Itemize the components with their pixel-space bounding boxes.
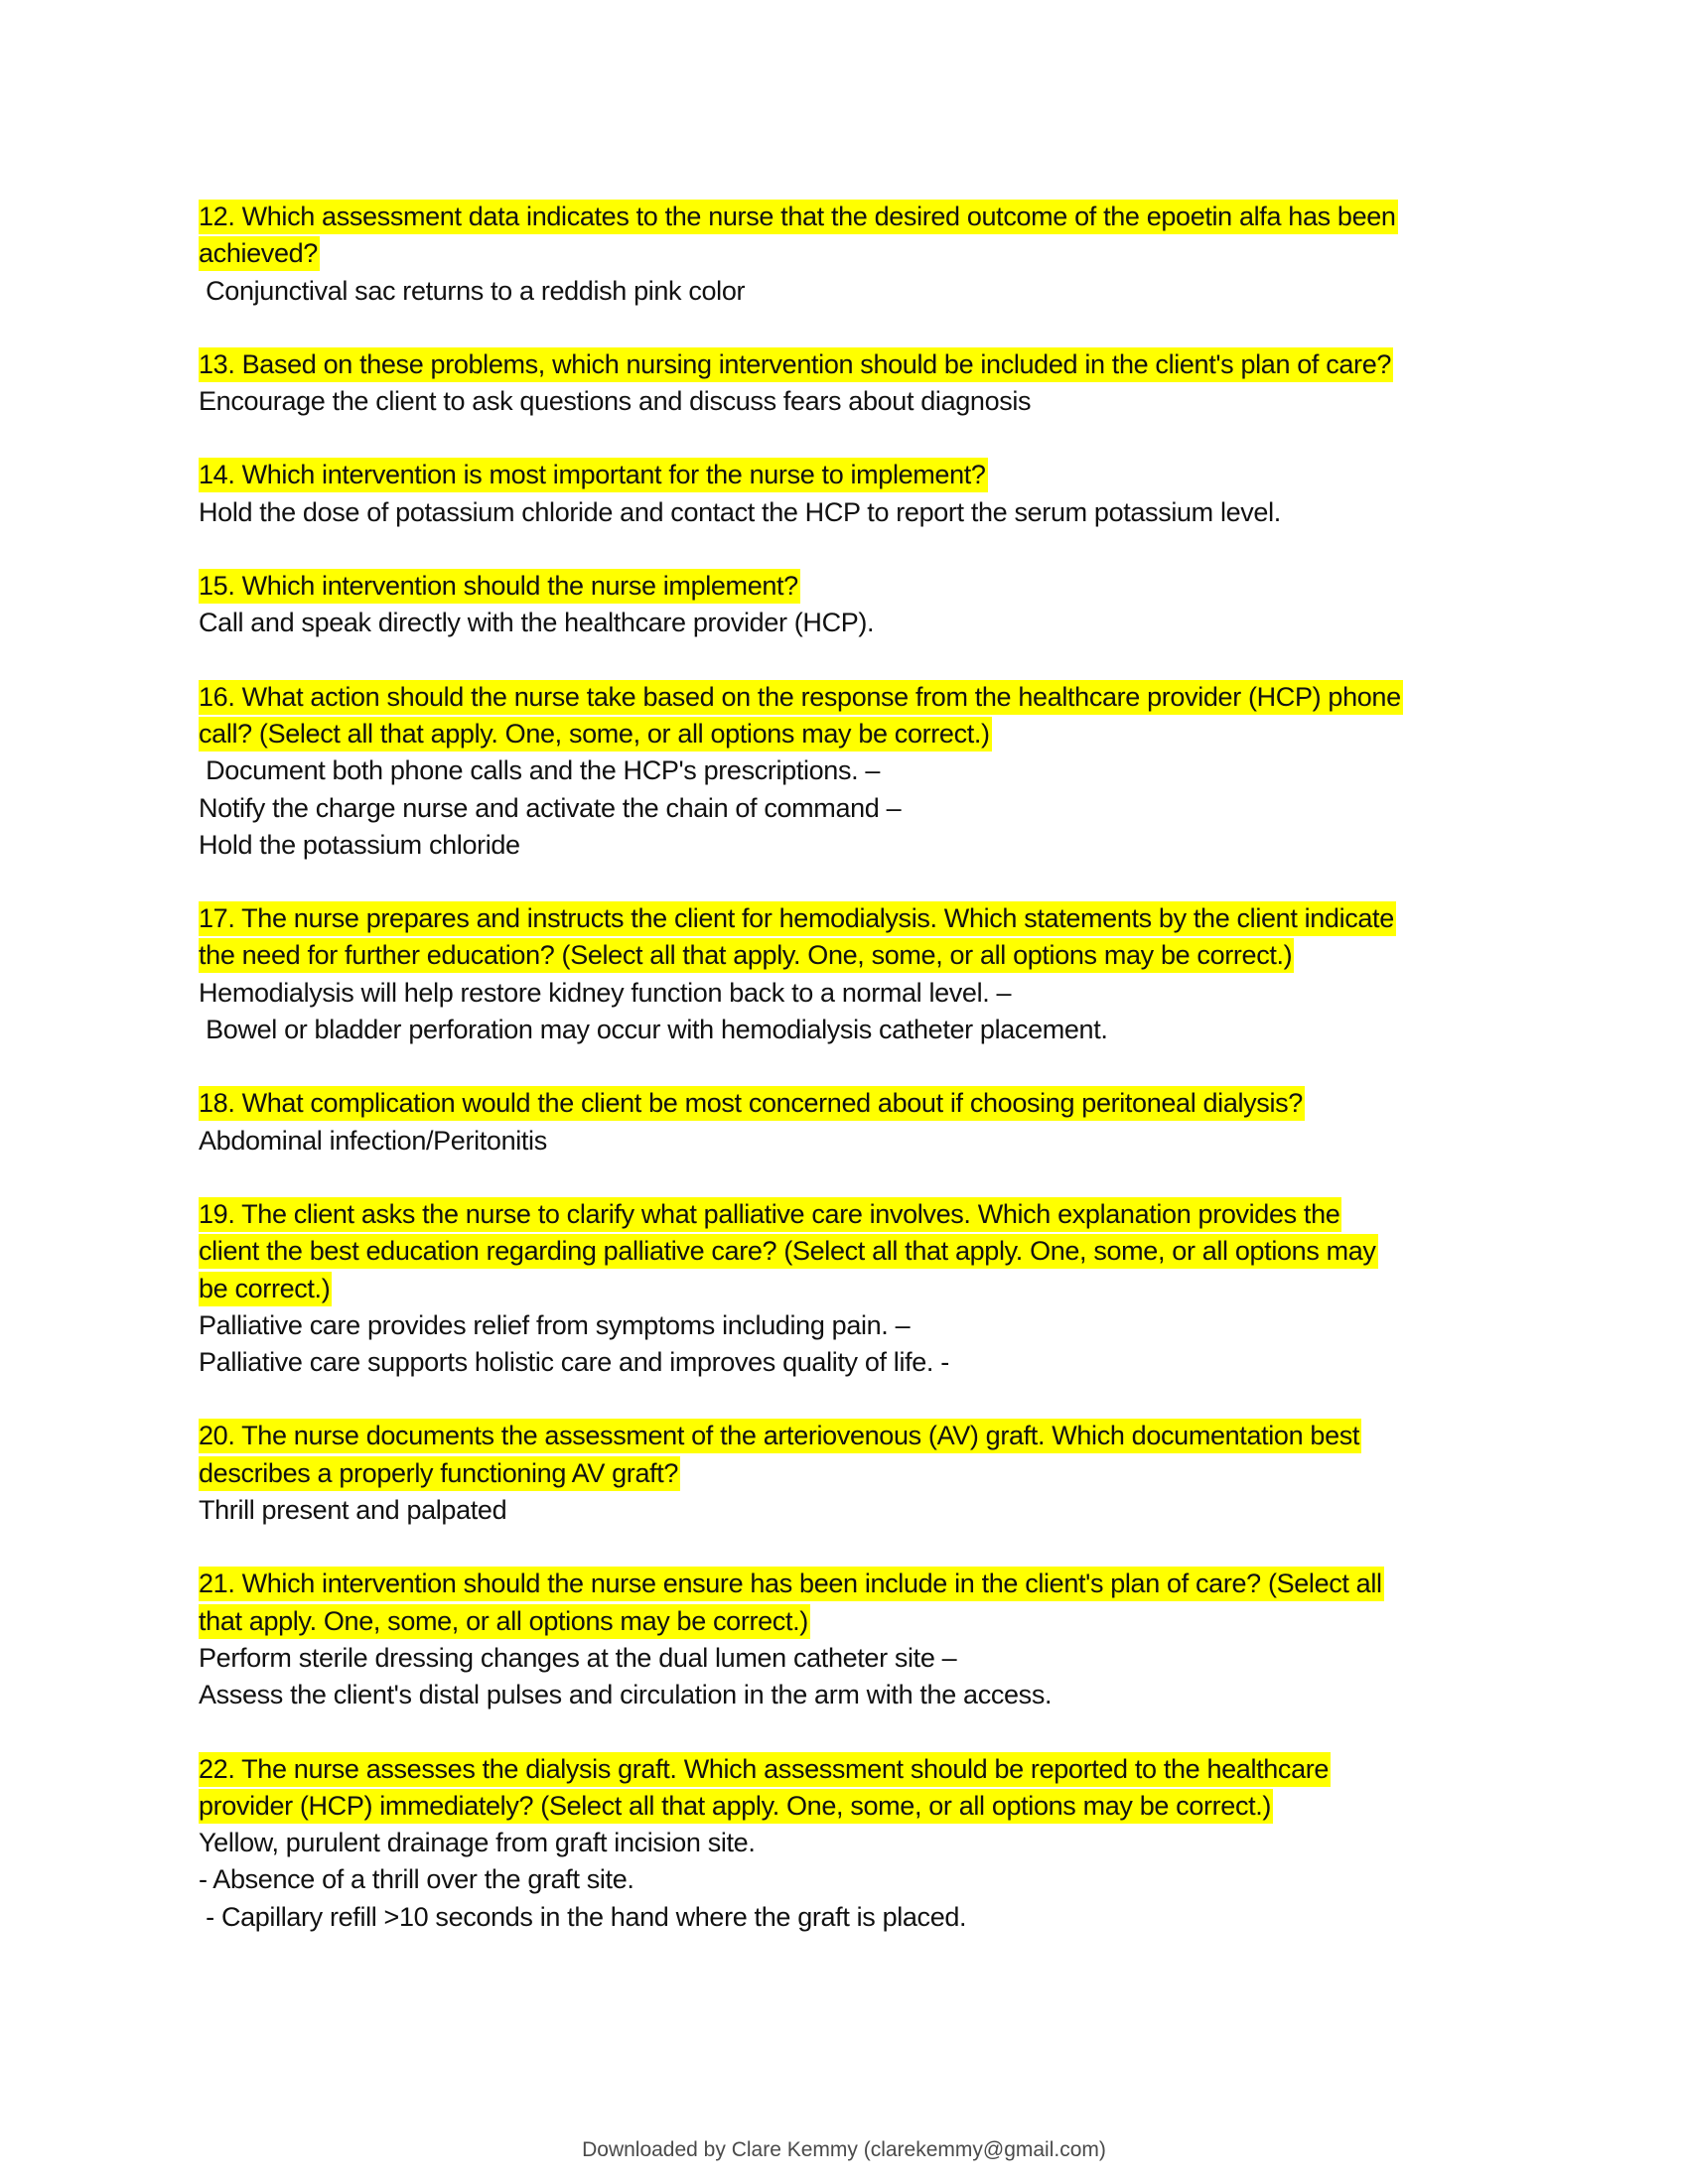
question-item-18 [199,1085,1509,1160]
answer-line: Perform sterile dressing changes at the dual lumen catheter site – [199,1642,957,1673]
question-line: call? (Select all that apply. One, some, or all options may be correct.) [199,716,1509,752]
question-item-21 [199,1566,1509,1713]
question-item-13 [199,346,1509,421]
question-line: 15. Which intervention should the nurse implement? [199,568,1509,605]
answer-line: Document both phone calls and the HCP's prescriptions. – [199,755,881,786]
question-line: 20. The nurse documents the assessment of the arteriovenous (AV) graft. Which documentation best [199,1418,1509,1454]
question-line: describes a properly functioning AV graft? [199,1455,1509,1492]
answer-line: Hemodialysis will help restore kidney function back to a normal level. – [199,977,1012,1008]
question-line: 18. What complication would the client be most concerned about if choosing peritoneal dialysis? [199,1085,1509,1122]
question-line: 17. The nurse prepares and instructs the client for hemodialysis. Which statements by the client indicate [199,900,1509,937]
answer-line: Yellow, purulent drainage from graft incision site. [199,1828,756,1858]
answer-line: Hold the dose of potassium chloride and contact the HCP to report the serum potassium level. [199,496,1281,527]
answer-line: Call and speak directly with the healthcare provider (HCP). [199,608,875,638]
question-line: client the best education regarding palliative care? (Select all that apply. One, some, or all options may [199,1233,1509,1270]
question-item-22 [199,1751,1509,1936]
answer-line: Thrill present and palpated [199,1495,507,1526]
answer-line: Conjunctival sac returns to a reddish pink color [199,275,746,306]
answer-line: Bowel or bladder perforation may occur with hemodialysis catheter placement. [199,1015,1108,1045]
question-item-12 [199,199,1509,310]
answer-line: Notify the charge nurse and activate the chain of command – [199,792,902,823]
answer-line: Abdominal infection/Peritonitis [199,1125,547,1156]
question-line: the need for further education? (Select all that apply. One, some, or all options may be correct.) [199,937,1509,974]
question-line: 12. Which assessment data indicates to the nurse that the desired outcome of the epoetin alfa has been [199,199,1509,235]
question-item-17 [199,900,1509,1048]
question-line: 13. Based on these problems, which nursing intervention should be included in the client's plan of care? [199,346,1509,383]
question-line: 21. Which intervention should the nurse ensure has been include in the client's plan of care? (Select all [199,1566,1509,1602]
question-line: provider (HCP) immediately? (Select all that apply. One, some, or all options may be correct.) [199,1788,1509,1825]
question-line: that apply. One, some, or all options may be correct.) [199,1603,1509,1640]
question-item-15 [199,568,1509,642]
question-line: achieved? [199,235,1509,272]
answer-line: Palliative care provides relief from symptoms including pain. – [199,1309,911,1340]
question-item-14 [199,457,1509,531]
question-item-16 [199,679,1509,864]
answer-line: - Capillary refill >10 seconds in the hand where the graft is placed. [199,1901,967,1932]
download-footer: Downloaded by Clare Kemmy (clarekemmy@gmail.com) [582,2138,1106,2161]
answer-line: Assess the client's distal pulses and circulation in the arm with the access. [199,1680,1053,1710]
answer-line: - Absence of a thrill over the graft site. [199,1864,634,1895]
question-line: 19. The client asks the nurse to clarify what palliative care involves. Which explanation provides the [199,1196,1509,1233]
question-item-19 [199,1196,1509,1381]
answer-line: Hold the potassium chloride [199,829,520,860]
question-line: 22. The nurse assesses the dialysis graft. Which assessment should be reported to the healthcare [199,1751,1509,1788]
question-line: be correct.) [199,1271,1509,1307]
document-page [199,199,1509,1973]
question-line: 16. What action should the nurse take based on the response from the healthcare provider (HCP) phone [199,679,1509,716]
answer-line: Palliative care supports holistic care and improves quality of life. - [199,1347,949,1378]
question-item-20 [199,1418,1509,1529]
question-line: 14. Which intervention is most important for the nurse to implement? [199,457,1509,493]
answer-line: Encourage the client to ask questions and discuss fears about diagnosis [199,386,1032,417]
